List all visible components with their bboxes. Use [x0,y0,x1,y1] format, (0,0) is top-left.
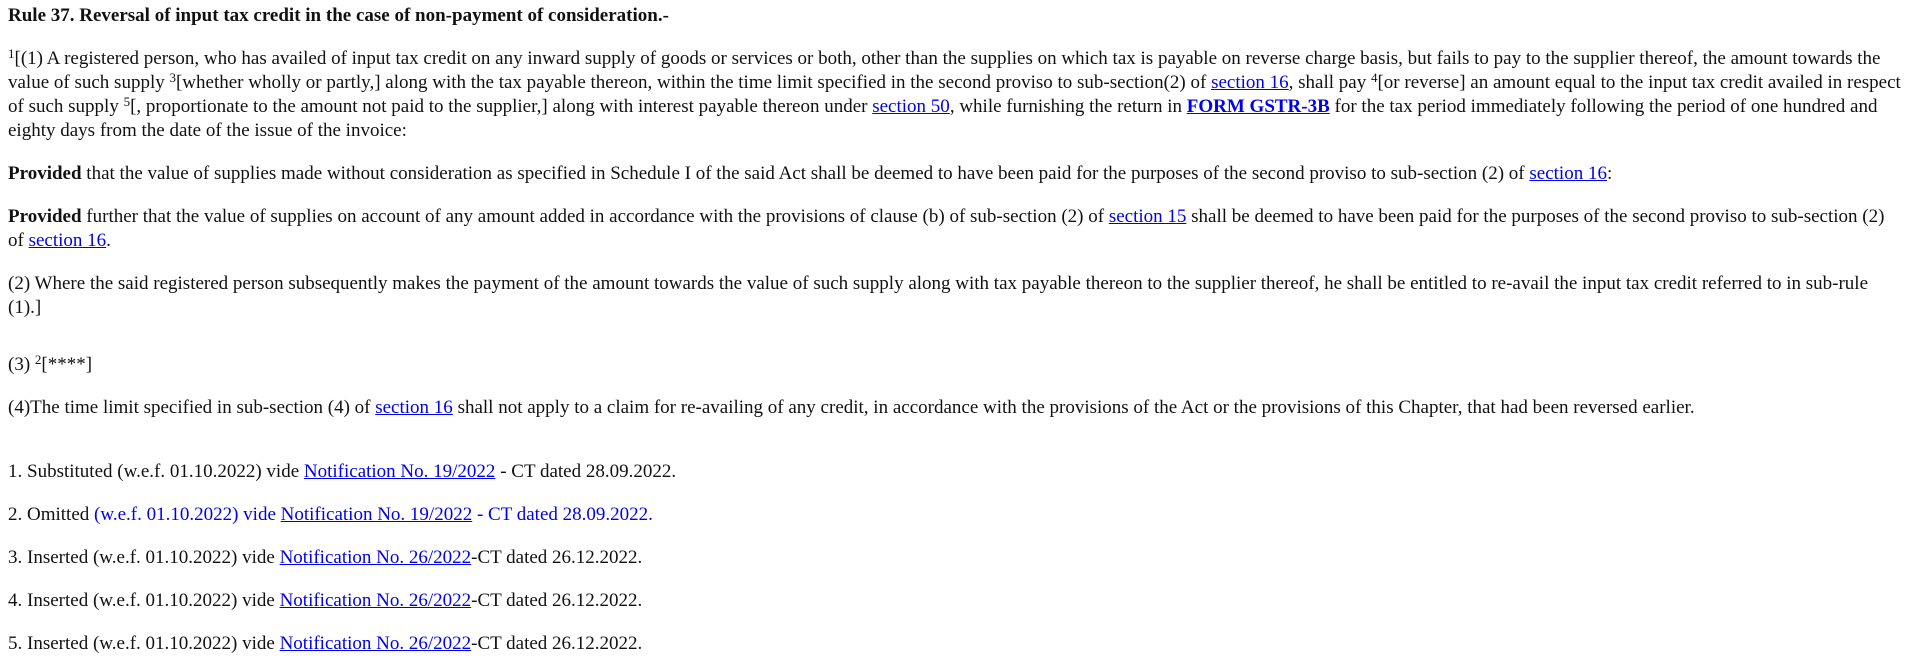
sub-rule-1-text-c: , shall pay [1288,72,1371,93]
second-proviso-text-a: further that the value of supplies on account of any amount added in accordance with the provisions of clause (b) of sub-section (2) of [81,206,1109,227]
footnotes [8,460,1903,656]
sub-rule-1-text-e: [, proportionate to the amount not paid to the supplier,] along with interest payable thereon under [130,96,873,117]
sub-rule-3 [8,353,1903,377]
footnote-text: 2. Omitted [8,504,95,525]
first-proviso [8,162,1903,186]
footnote-text: 5. Inserted (w.e.f. 01.10.2022) vide [8,633,280,654]
footnote-3 [8,546,1903,570]
footnote-text: - CT dated 28.09.2022. [472,504,653,525]
section-15-link[interactable]: section 15 [1108,206,1187,227]
footnote-ref-3: 3 [169,70,176,85]
section-16-link[interactable]: section 16 [28,230,107,251]
second-proviso-text-b: shall be deemed to have been paid for the purposes of the second proviso to sub-section (2) of [8,206,1885,251]
sub-rule-2: (2) Where the said registered person subsequently makes the payment of the amount towards the value of such supply along with tax payable thereon to the supplier thereof, he shall be entitled to re-avail the input tax credit referred to in sub-rule (1).] [8,273,1869,318]
footnote-2 [8,503,1903,527]
sub-rule-3-omitted: [****] [41,354,93,375]
section-16-link[interactable]: section 16 [1211,72,1289,93]
footnote-text: -CT dated 26.12.2022. [471,633,643,654]
footnote-text: -CT dated 26.12.2022. [471,547,643,568]
footnote-text: (w.e.f. 01.10.2022) vide [94,504,281,525]
section-16-link[interactable]: section 16 [1529,163,1607,184]
sub-rule-1-text-b: [whether wholly or partly,] along with the tax payable thereon, within the time limit specified in the second proviso to sub-section(2) of [175,72,1212,93]
footnote-ref-1: 1 [8,46,15,61]
proviso-label: Provided [8,206,82,227]
footnote-text: -CT dated 26.12.2022. [471,590,643,611]
section-16-link[interactable]: section 16 [375,397,453,418]
footnote-4 [8,589,1903,613]
footnote-ref-4: 4 [1370,70,1378,85]
form-gstr-3b-link[interactable]: FORM GSTR-3B [1186,96,1330,117]
sub-rule-1 [8,47,1903,143]
footnote-text: - CT dated 28.09.2022. [495,461,677,482]
second-proviso-text-c: . [106,230,111,251]
first-proviso-text-a: that the value of supplies made without consideration as specified in Schedule I of the said Act shall be deemed to have been paid for the purposes of the second proviso to sub-section (2) of [81,163,1530,184]
footnote-5 [8,632,1903,656]
footnote-text: 4. Inserted (w.e.f. 01.10.2022) vide [8,590,280,611]
rule-title: Rule 37. Reversal of input tax credit in the case of non-payment of consideration.- [8,5,669,26]
notification-link[interactable]: Notification No. 19/2022 [280,504,473,525]
footnote-ref-2: 2 [34,352,42,367]
footnote-text: 1. Substituted (w.e.f. 01.10.2022) vide [8,461,304,482]
sub-rule-4 [8,396,1903,420]
footnote-text: 3. Inserted (w.e.f. 01.10.2022) vide [8,547,280,568]
sub-rule-4-text-a: (4)The time limit specified in sub-section (4) of [8,397,376,418]
sub-rule-1-text-f: , while furnishing the return in [949,96,1187,117]
notification-link[interactable]: Notification No. 26/2022 [279,633,472,654]
notification-link[interactable]: Notification No. 26/2022 [279,547,472,568]
proviso-label: Provided [8,163,82,184]
sub-rule-4-text-b: shall not apply to a claim for re-availing of any credit, in accordance with the provisions of the Act or the provisions of this Chapter, that had been reversed earlier. [452,397,1695,418]
section-50-link[interactable]: section 50 [872,96,950,117]
footnote-1 [8,460,1903,484]
sub-rule-3-number: (3) [8,354,35,375]
second-proviso [8,205,1903,253]
notification-link[interactable]: Notification No. 19/2022 [303,461,496,482]
sub-rule-1-text-g: for the tax period immediately following the period of one hundred and eighty days from the date of the issue of the invoice: [8,96,1878,141]
sub-rule-1-text-d: [or reverse] an amount equal to the input tax credit availed in respect of such supply [8,72,1901,117]
sub-rule-1-text-a: [(1) A registered person, who has availed of input tax credit on any inward supply of goods or services or both, other than the supplies on which tax is payable on reverse charge basis, but fails to pay to the supplier thereof, the amount towards the value of such supply [8,48,1881,93]
footnote-ref-5: 5 [123,94,131,109]
notification-link[interactable]: Notification No. 26/2022 [279,590,472,611]
first-proviso-text-b: : [1606,163,1613,184]
